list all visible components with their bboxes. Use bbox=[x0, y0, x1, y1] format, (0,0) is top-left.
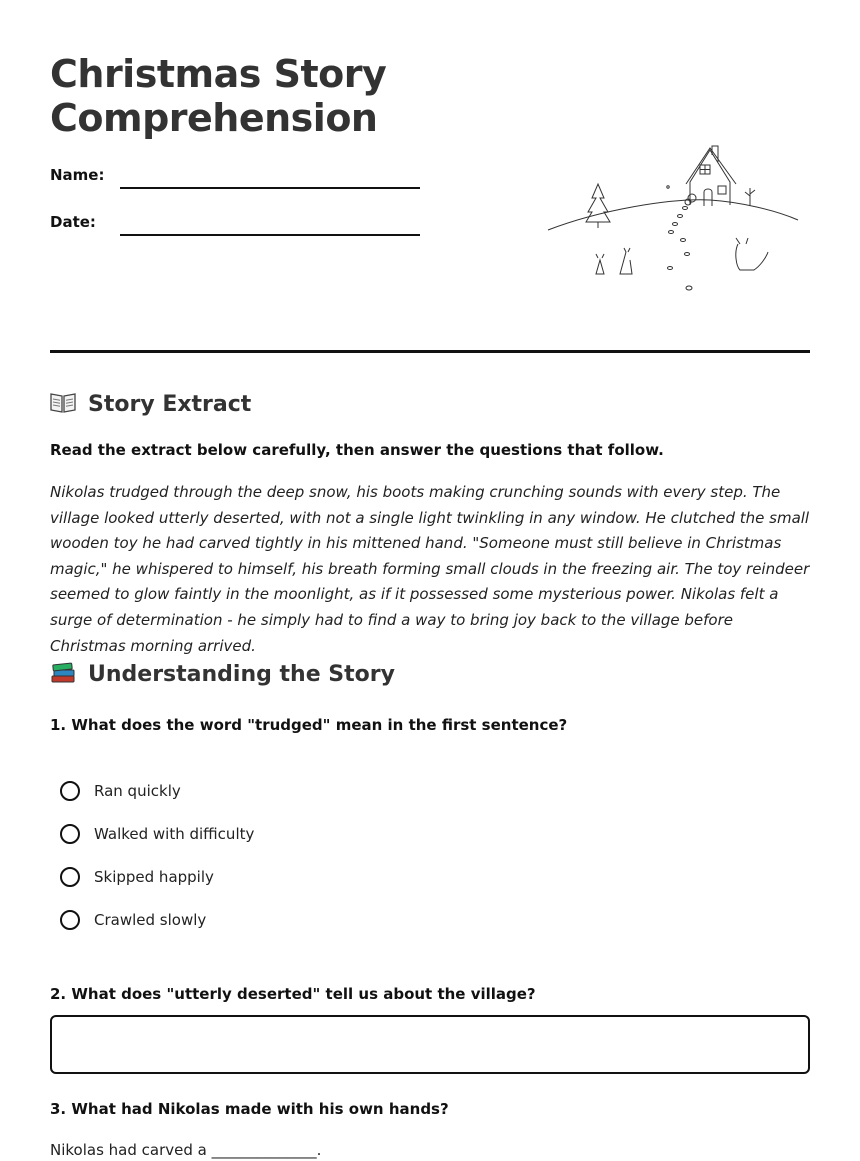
option-label: Skipped happily bbox=[94, 868, 214, 886]
story-extract-heading bbox=[50, 391, 251, 418]
question-1: 1. What does the word "trudged" mean in the first sentence? bbox=[50, 716, 568, 734]
understanding-heading bbox=[50, 660, 395, 689]
radio-button[interactable] bbox=[60, 910, 80, 930]
q1-option-4[interactable] bbox=[60, 910, 206, 930]
radio-button[interactable] bbox=[60, 867, 80, 887]
q2-answer-box[interactable] bbox=[50, 1015, 810, 1074]
page-title bbox=[50, 52, 490, 140]
title-line-2: Comprehension bbox=[50, 96, 378, 140]
books-icon bbox=[50, 660, 78, 689]
name-label: Name: bbox=[50, 166, 105, 184]
understanding-title: Understanding the Story bbox=[88, 662, 395, 687]
date-field[interactable] bbox=[120, 234, 420, 236]
title-line-1: Christmas Story bbox=[50, 52, 387, 96]
question-3: 3. What had Nikolas made with his own hands? bbox=[50, 1100, 449, 1118]
winter-house-illustration bbox=[540, 140, 810, 300]
option-label: Walked with difficulty bbox=[94, 825, 255, 843]
header-divider bbox=[50, 350, 810, 353]
q3-fill-in-sentence[interactable]: Nikolas had carved a ______________. bbox=[50, 1141, 322, 1159]
radio-button[interactable] bbox=[60, 781, 80, 801]
q1-option-3[interactable] bbox=[60, 867, 214, 887]
radio-button[interactable] bbox=[60, 824, 80, 844]
option-label: Crawled slowly bbox=[94, 911, 207, 929]
q1-option-2[interactable] bbox=[60, 824, 254, 844]
q1-option-1[interactable] bbox=[60, 781, 181, 801]
name-field[interactable] bbox=[120, 187, 420, 189]
question-2: 2. What does "utterly deserted" tell us about the village? bbox=[50, 985, 536, 1003]
instructions-text: Read the extract below carefully, then answer the questions that follow. bbox=[50, 441, 664, 459]
story-extract-text: Nikolas trudged through the deep snow, his boots making crunching sounds with every step. The village looked utterly deserted, with not a single light twinkling in any window. He clutched the small wooden toy he had carved tightly in his mittened hand. "Someone must still believe in Christmas magic," he whispered to himself, his breath forming small clouds in the freezing air. The toy reindeer seemed to glow faintly in the moonlight, as if it possessed some mysterious power. Nikolas felt a surge of determination - he simply had to find a way to bring joy back to the village before Christmas morning arrived. bbox=[50, 483, 810, 655]
option-label: Ran quickly bbox=[94, 782, 181, 800]
open-book-icon bbox=[50, 391, 78, 418]
story-extract-title: Story Extract bbox=[88, 392, 252, 417]
date-label: Date: bbox=[50, 213, 96, 231]
